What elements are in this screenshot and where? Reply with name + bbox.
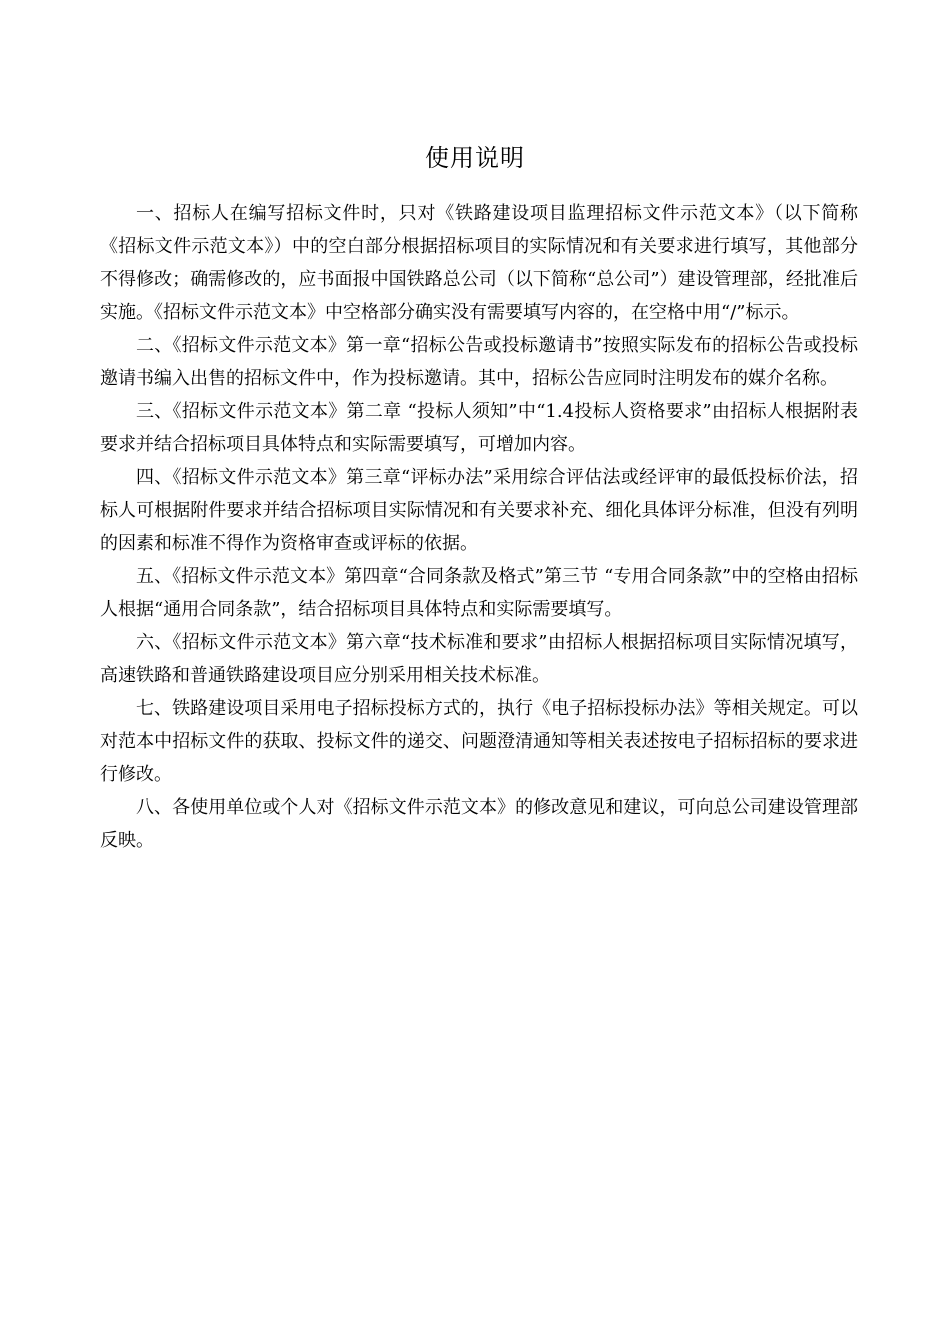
paragraph-6: 六、《招标文件示范文本》第六章“技术标准和要求”由招标人根据招标项目实际情况填写，高速铁路和普通铁路建设项目应分别采用相关技术标准。 [100,632,858,686]
paragraph-5: 五、《招标文件示范文本》第四章“合同条款及格式”第三节 “专用合同条款”中的空格由招标人根据“通用合同条款”，结合招标项目具体特点和实际需要填写。 [100,566,858,620]
paragraph-2: 二、《招标文件示范文本》第一章“招标公告或投标邀请书”按照实际发布的招标公告或投标邀请书编入出售的招标文件中，作为投标邀请。其中，招标公告应同时注明发布的媒介名称。 [100,335,858,389]
paragraph-1: 一、招标人在编写招标文件时，只对《铁路建设项目监理招标文件示范文本》（以下简称《招标文件示范文本》）中的空白部分根据招标项目的实际情况和有关要求进行填写，其他部分不得修改；确需修改的，应书面报中国铁路总公司（以下简称“总公司”）建设管理部，经批准后实施。《招标文件示范文本》中空格部分确实没有需要填写内容的，在空格中用“/”标示。 [100,203,858,323]
paragraph-4: 四、《招标文件示范文本》第三章“评标办法”采用综合评估法或经评审的最低投标价法，招标人可根据附件要求并结合招标项目实际情况和有关要求补充、细化具体评分标准，但没有列明的因素和标准不得作为资格审查或评标的依据。 [100,467,858,554]
document-body [100,197,858,857]
paragraph-8: 八、各使用单位或个人对《招标文件示范文本》的修改意见和建议，可向总公司建设管理部反映。 [100,797,858,851]
page-title: 使用说明 [425,144,525,172]
paragraph-3: 三、《招标文件示范文本》第二章 “投标人须知”中“1.4投标人资格要求”由招标人根据附表要求并结合招标项目具体特点和实际需要填写，可增加内容。 [100,401,858,455]
paragraph-7: 七、铁路建设项目采用电子招标投标方式的，执行《电子招标投标办法》等相关规定。可以对范本中招标文件的获取、投标文件的递交、问题澄清通知等相关表述按电子招标招标的要求进行修改。 [100,698,858,785]
